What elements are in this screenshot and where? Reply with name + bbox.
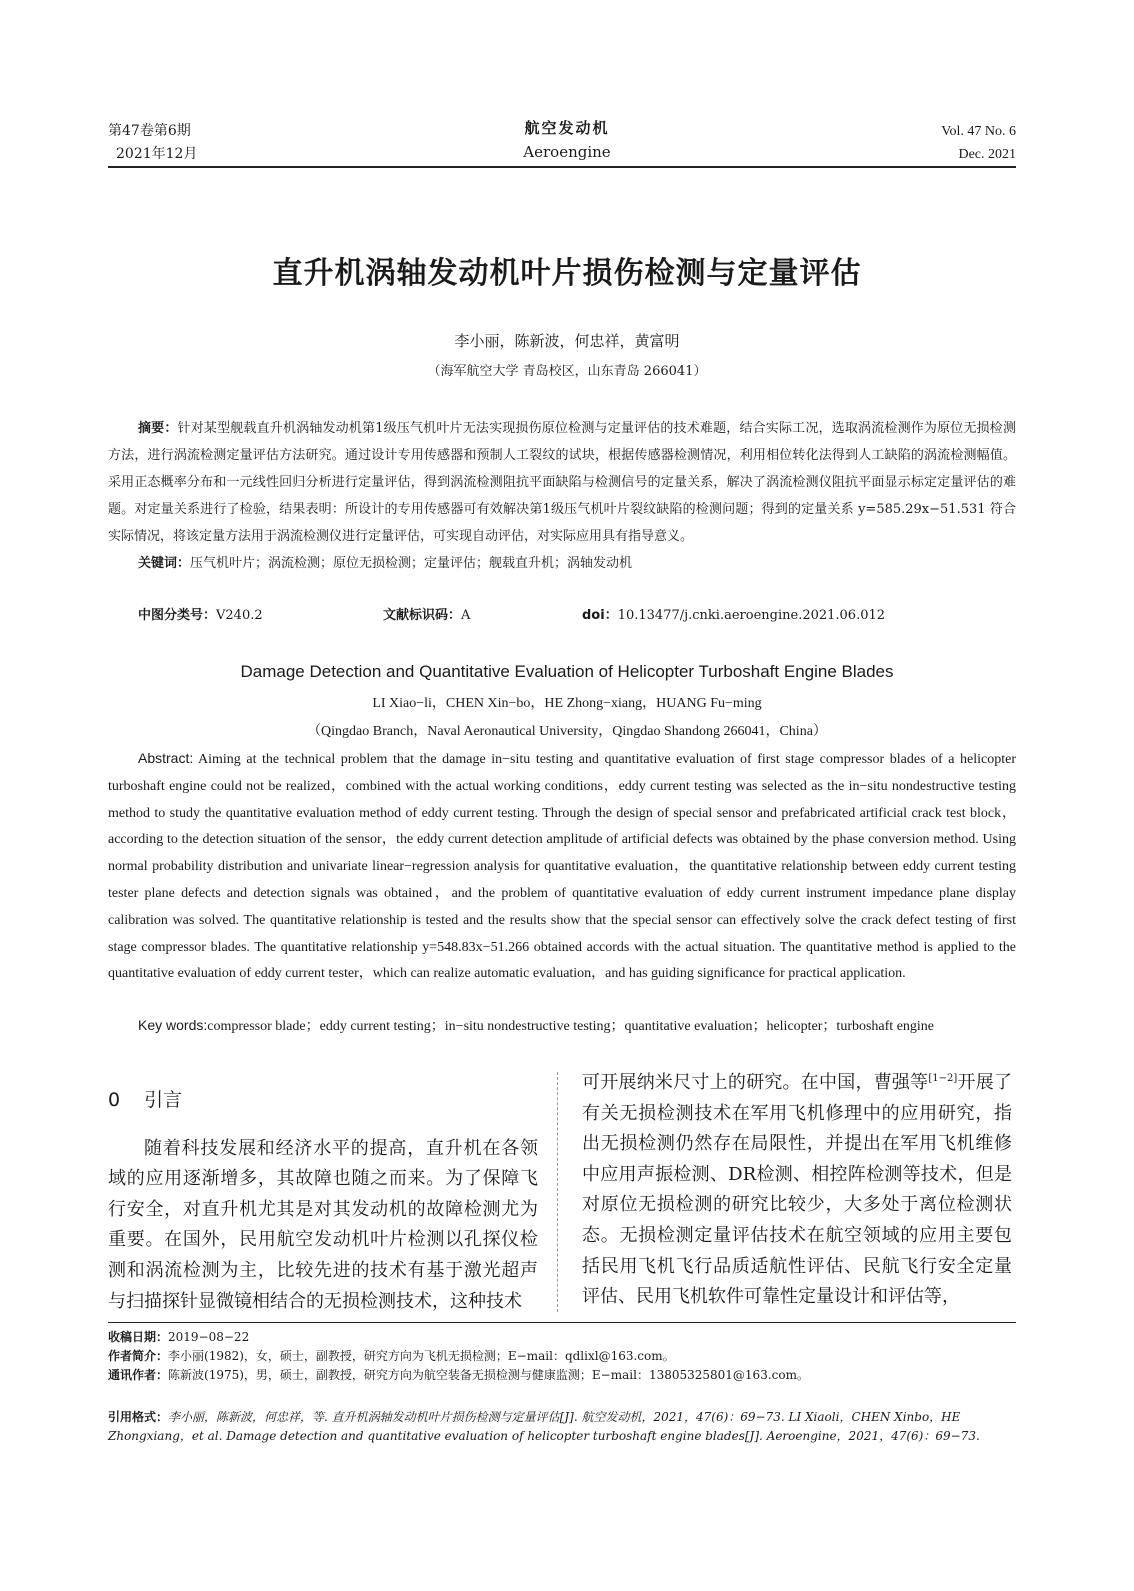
journal-name-en: Aeroengine xyxy=(523,143,611,161)
doi-value[interactable]: 10.13477/j.cnki.aeroengine.2021.06.012 xyxy=(617,608,886,623)
abstract-cn xyxy=(108,415,1016,577)
citation-format xyxy=(108,1408,1016,1446)
abstract-cn-label: 摘要： xyxy=(138,421,178,436)
corresponding-author xyxy=(108,1366,1016,1385)
date-cn: 2021年12月 xyxy=(116,146,198,162)
english-title: Damage Detection and Quantitative Evaluation of Helicopter Turboshaft Engine Blades xyxy=(240,662,894,681)
journal-name xyxy=(467,116,667,164)
citation-text: 李小丽，陈新波，何忠祥，等. 直升机涡轴发动机叶片损伤检测与定量评估[J]. 航空发动机，2021，47(6)：69−73. LI Xiaoli，CHEN Xinbo，HE Zhongxiang，et al. Damage detection and quantitative evaluation of helicopter turboshaft engine blades[J]. Aeroengine，2021，47(6)：69−73. xyxy=(108,1410,980,1443)
english-authors: LI Xiao−li，CHEN Xin−bo，HE Zhong−xiang，HUANG Fu−ming xyxy=(372,696,762,711)
para-start: 可开展纳米尺寸上的研究。在中国，曹强等 xyxy=(582,1072,929,1093)
received-value: 2019−08−22 xyxy=(168,1330,250,1344)
affiliation: （海军航空大学 青岛校区，山东青岛 266041） xyxy=(427,364,707,379)
keywords-cn-text: 压气机叶片；涡流检测；原位无损检测；定量评估；舰载直升机；涡轴发动机 xyxy=(190,556,633,571)
keywords-cn-label: 关键词： xyxy=(138,556,191,571)
journal-name-cn: 航空发动机 xyxy=(524,119,610,137)
footnote-rule xyxy=(108,1322,1016,1323)
body-right-column xyxy=(582,1068,1012,1313)
received-label: 收稿日期： xyxy=(108,1330,169,1344)
volume-en: Vol. 47 No. 6 xyxy=(941,124,1016,139)
abstract-cn-text: 针对某型舰载直升机涡轴发动机第1级压气机叶片无法实现损伤原位检测与定量评估的技术难题，结合实际工况，选取涡流检测作为原位无损检测方法，进行涡流检测定量评估方法研究。通过设计专用传感器和预制人工裂纹的试块，根据传感器检测情况，利用相位转化法得到人工缺陷的涡流检测幅值。采用正态概率分布和一元线性回归分析进行定量评估，得到涡流检测阻抗平面缺陷与检测信号的定量关系，解决了涡流检测仪阻抗平面显示标定定量评估的难题。对定量关系进行了检验，结果表明：所设计的专用传感器可有效解决第1级压气机叶片裂纹缺陷的检测问题；得到的定量关系 y=585.29x−51.531 符合实际情况，将该定量方法用于涡流检测仪进行定量评估，可实现自动评估，对实际应用具有指导意义。 xyxy=(108,421,1016,544)
intro-paragraph-continued xyxy=(582,1068,1012,1313)
english-affiliation: （Qingdao Branch，Naval Aeronautical University，Qingdao Shandong 266041，China） xyxy=(307,724,827,739)
clc-label: 中图分类号： xyxy=(138,608,217,623)
keywords-cn xyxy=(108,550,1016,577)
reference-marker[interactable]: [1−2] xyxy=(928,1073,958,1084)
doc-code-label: 文献标识码： xyxy=(383,608,462,623)
abstract-en-label: Abstract: xyxy=(138,750,194,766)
header-volume-en xyxy=(941,120,1016,166)
document-code xyxy=(383,604,470,623)
footnotes xyxy=(108,1328,1016,1385)
clc-number xyxy=(138,604,263,623)
section-title: 引言 xyxy=(144,1089,183,1111)
date-en: Dec. 2021 xyxy=(958,147,1016,162)
abstract-en xyxy=(108,745,1016,988)
body-left-column xyxy=(108,1085,538,1317)
volume-cn: 第47卷第6期 xyxy=(108,123,191,139)
section-heading xyxy=(108,1085,538,1116)
citation-label: 引用格式： xyxy=(108,1410,169,1424)
received-date xyxy=(108,1328,1016,1347)
paper-title: 直升机涡轴发动机叶片损伤检测与定量评估 xyxy=(272,256,862,291)
column-divider xyxy=(557,1072,558,1312)
doi xyxy=(582,604,885,623)
doi-label: doi： xyxy=(582,608,618,623)
keywords-en-text: compressor blade；eddy current testing；in−situ nondestructive testing；quantitative evaluation；helicopter；turboshaft engine xyxy=(207,1019,935,1034)
abstract-en-text: Aiming at the technical problem that the damage in−situ testing and quantitative evaluation of first stage compressor blades of a helicopter turboshaft engine could not be realized，combined with the actual working conditions，eddy current testing was selected as the in−situ nondestructive testing method to study the quantitative evaluation method of eddy current testing. Through the design of special sensor and prefabricated artificial crack test block，according to the detection situation of the sensor，the eddy current detection amplitude of artificial defects was obtained by the phase conversion method. Using normal probability distribution and univariate linear−regression analysis for quantitative evaluation，the quantitative relationship between eddy current testing tester plane defects and detection signals was obtained，and the problem of quantitative evaluation of eddy current instrument impedance plane display calibration was solved. The quantitative relationship is tested and the results show that the special sensor can effectively solve the crack defect testing of first stage compressor blades. The quantitative relationship y=548.83x−51.266 obtained accords with the actual situation. The quantitative method is applied to the quantitative evaluation of eddy current tester，which can realize automatic evaluation，and has guiding significance for practical application. xyxy=(108,752,1016,982)
author-bio xyxy=(108,1347,1016,1366)
author-bio-label: 作者简介： xyxy=(108,1349,169,1363)
doc-code-value: A xyxy=(461,608,471,623)
author-list: 李小丽，陈新波，何忠祥，黄富明 xyxy=(454,332,680,350)
intro-paragraph-1: 随着科技发展和经济水平的提高，直升机在各领域的应用逐渐增多，其故障也随之而来。为了保障飞行安全，对直升机尤其是对其发动机的故障检测尤为重要。在国外，民用航空发动机叶片检测以孔探仪检测和涡流检测为主，比较先进的技术有基于激光超声与扫描探针显微镜相结合的无损检测技术，这种技术 xyxy=(108,1137,538,1312)
author-bio-value: 李小丽(1982)，女，硕士，副教授，研究方向为飞机无损检测；E−mail：qdlixl@163.com。 xyxy=(168,1349,675,1363)
corresponding-label: 通讯作者： xyxy=(108,1368,169,1382)
keywords-en xyxy=(138,1015,934,1035)
keywords-en-label: Key words: xyxy=(138,1017,208,1033)
clc-value: V240.2 xyxy=(216,608,263,623)
para-end: 开展了有关无损检测技术在军用飞机修理中的应用研究，指出无损检测仍然存在局限性，并提出在军用飞机维修中应用声振检测、DR检测、相控阵检测等技术，但是对原位无损检测的研究比较少，大多处于离位检测状态。无损检测定量评估技术在航空领域的应用主要包括民用飞机飞行品质适航性评估、民航飞行安全定量评估、民用飞机软件可靠性定量设计和评估等， xyxy=(582,1072,1013,1308)
header-volume-issue xyxy=(108,120,197,166)
corresponding-value: 陈新波(1975)，男，硕士，副教授，研究方向为航空装备无损检测与健康监测；E−mail：13805325801@163.com。 xyxy=(168,1368,809,1382)
header-rule xyxy=(108,166,1016,168)
section-number: 0 xyxy=(108,1089,121,1111)
